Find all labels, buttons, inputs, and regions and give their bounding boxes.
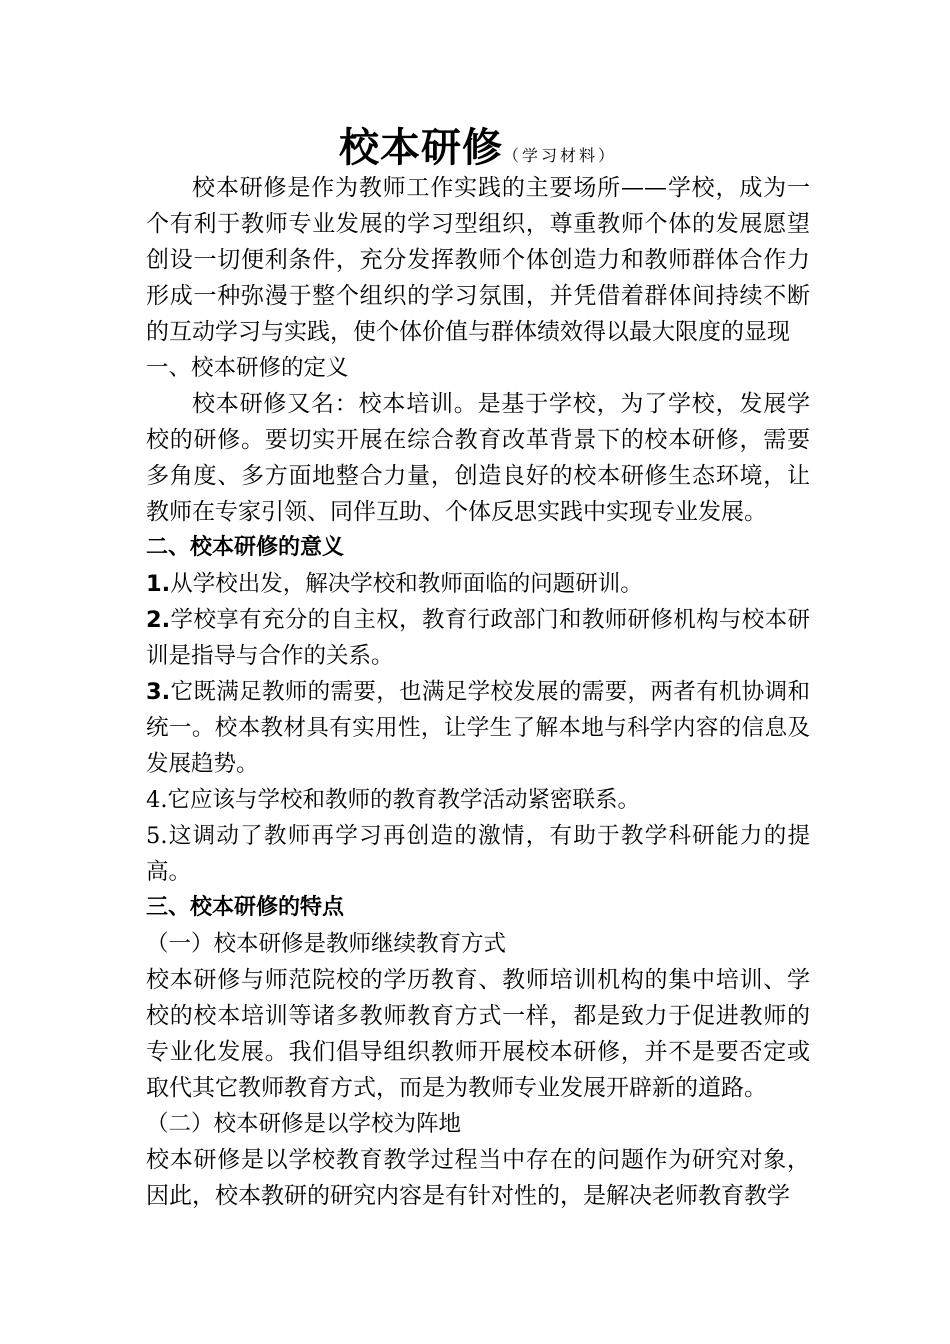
intro-paragraph: 校本研修是作为教师工作实践的主要场所——学校，成为一个有利于教师专业发展的学习型组织，尊重教师个体的发展愿望创设一切便利条件，充分发挥教师个体创造力和教师群体合作力形成一种弥漫于整个组织的学习氛围，并凭借着群体间持续不断的互动学习与实践，使个体价值与群体绩效得以最大限度的显现: [146, 175, 810, 345]
section3-sub2-heading: （二）校本研修是以学校为阵地: [146, 1111, 462, 1137]
item-text: 从学校出发，解决学校和教师面临的问题研训。: [170, 571, 643, 597]
section2-item-4: [146, 782, 810, 818]
item-text: 它既满足教师的需要，也满足学校发展的需要，两者有机协调和统一。校本教材具有实用性，让学生了解本地与科学内容的信息及发展趋势。: [146, 679, 810, 777]
document-title: 校本研修: [338, 125, 503, 171]
item-text: 它应该与学校和教师的教育教学活动紧密联系。: [167, 787, 640, 813]
section2-item-5: [146, 818, 810, 890]
section2-item-2: [146, 602, 810, 674]
item-number: 1.: [146, 571, 171, 597]
section2-item-3: [146, 674, 810, 782]
section3-sub1-body: 校本研修与师范院校的学历教育、教师培训机构的集中培训、学校的校本培训等诸多教师教育方式一样，都是致力于促进教师的专业化发展。我们倡导组织教师开展校本研修，并不是要否定或取代其它教师教育方式，而是为教师专业发展开辟新的道路。: [146, 967, 810, 1101]
document-subtitle: （学习材料）: [502, 146, 617, 165]
section3-sub2-body: 校本研修是以学校教育教学过程当中存在的问题作为研究对象，因此，校本教研的研究内容是有针对性的，是解决老师教育教学: [146, 1147, 810, 1209]
item-number: 4.: [146, 787, 168, 813]
section1-body: 校本研修又名：校本培训。是基于学校，为了学校，发展学校的研修。要切实开展在综合教育改革背景下的校本研修，需要多角度、多方面地整合力量，创造良好的校本研修生态环境，让教师在专家引领、同伴互助、个体反思实践中实现专业发展。: [146, 391, 810, 525]
section2-item-1: [146, 566, 810, 602]
document-page: [146, 120, 810, 1214]
item-number: 5.: [146, 823, 168, 849]
section2-heading: 二、校本研修的意义: [146, 535, 345, 560]
item-number: 2.: [146, 607, 171, 633]
item-number: 3.: [146, 679, 171, 705]
section3-sub1-heading: （一）校本研修是教师继续教育方式: [146, 931, 507, 957]
item-text: 学校享有充分的自主权，教育行政部门和教师研修机构与校本研训是指导与合作的关系。: [146, 607, 810, 669]
title-row: [146, 120, 810, 176]
section1-heading: 一、校本研修的定义: [146, 355, 349, 381]
item-text: 这调动了教师再学习再创造的激情，有助于教学科研能力的提高。: [146, 823, 810, 885]
section3-heading: 三、校本研修的特点: [146, 895, 345, 920]
